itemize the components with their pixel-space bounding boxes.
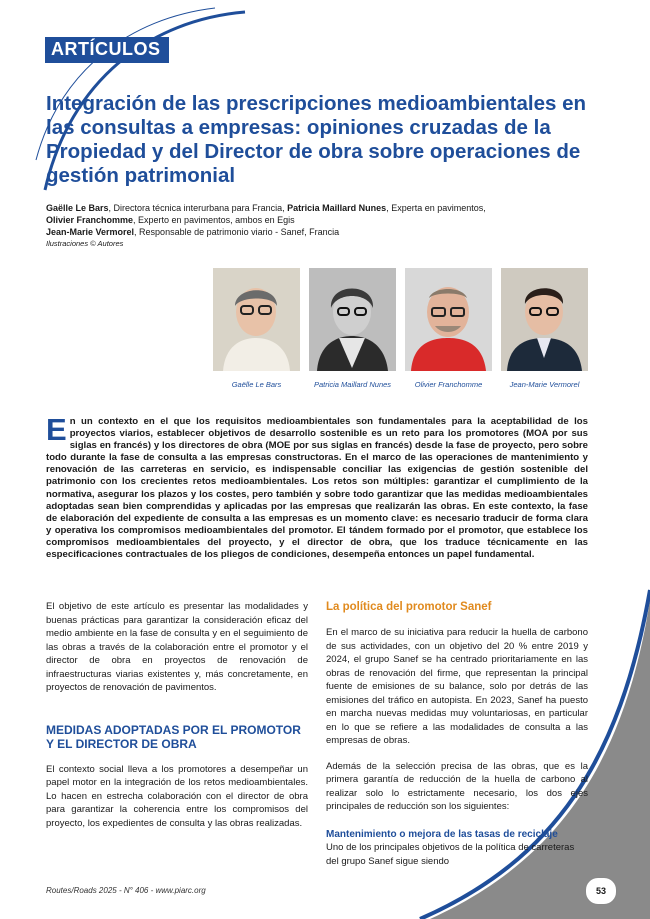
subheading: Mantenimiento o mejora de las tasas de reciclaje [326, 828, 558, 840]
author-photo [309, 268, 396, 389]
author-role: , Directora técnica interurbana para Francia, [108, 203, 288, 213]
illustration-credit: Ilustraciones © Autores [46, 239, 124, 248]
body-paragraph: Uno de los principales objetivos de la política de carreteras del grupo Sanef sigue siendo [326, 842, 575, 867]
section-tag: ARTÍCULOS [45, 37, 169, 63]
photo-caption: Jean-Marie Vermorel [509, 380, 580, 389]
body-paragraph: Además de la selección precisa de las obras, que es la primera garantía de reducción de la huella de carbono al realizar solo lo estrictamente necesario, los dos ejes principales de reducción son los siguientes: [326, 760, 588, 812]
author-role: , Experto en pavimentos, ambos en Egis [133, 215, 295, 225]
author-photo [501, 268, 588, 389]
left-column [46, 600, 308, 830]
author-block [46, 202, 606, 250]
article-title: Integración de las prescripciones medioambientales en las consultas a empresas: opiniones cruzadas de la Propiedad y del Director de obra sobre operaciones de gestión patrimonial [46, 92, 587, 187]
body-paragraph: El objetivo de este artículo es presentar las modalidades y buenas prácticas para garantizar la consideración eficaz del medio ambiente en la fase de consulta y en el seguimiento de las obras a través de la colaboración entre el promotor y el director de obra en proyectos de renovación de infraestructuras viarias existentes y, más concretamente, en proyectos de renovación de pavimentos. [46, 601, 308, 693]
author-photos [213, 268, 589, 388]
right-column [326, 600, 588, 868]
photo-caption: Patricia Maillard Nunes [313, 380, 392, 389]
portrait-image [213, 268, 300, 371]
portrait-image [309, 268, 396, 371]
author-photo [405, 268, 492, 389]
portrait-image [501, 268, 588, 371]
author-name: Gaëlle Le Bars [46, 203, 109, 213]
body-paragraph: El contexto social lleva a los promotores a desempeñar un papel motor en la integración de los retos medioambientales. Lo hacen en estrecha colaboración con el director de obra para garantizar la coherencia entre los compromisos del proyecto, los expedientes de consulta y las obras realizadas. [46, 763, 308, 829]
lead-paragraph [46, 412, 588, 561]
body-paragraph: En el marco de su iniciativa para reducir la huella de carbono de sus actividades, con un objetivo del 20 % entre 2019 y 2024, el grupo Sanef se ha centrado prioritariamente en las obras de renovación del firme, que representan la principal fuente de emisiones de su balance, solo por detrás de las emisiones del tráfico en autopista. En 2023, Sanef ha puesto en marcha nuevas medidas muy voluntariosas, en particular en lo que se refiere a las modalidades de consulta a las empresas de obras. [326, 627, 588, 746]
photo-caption: Olivier Franchomme [414, 380, 483, 389]
page-number: 53 [585, 877, 617, 905]
footer-citation: Routes/Roads 2025 - N° 406 - www.piarc.org [46, 886, 206, 895]
author-name: Patricia Maillard Nunes [287, 203, 387, 213]
author-role: , Responsable de patrimonio viario - Sanef, Francia [134, 227, 340, 237]
author-photo [213, 268, 300, 389]
section-heading: MEDIDAS ADOPTADAS POR EL PROMOTOR Y EL DIRECTOR DE OBRA [46, 722, 301, 751]
author-name: Jean-Marie Vermorel [46, 227, 135, 237]
photo-caption: Gaëlle Le Bars [231, 380, 282, 389]
drop-cap: E [46, 412, 67, 447]
lead-text: n un contexto en el que los requisitos medioambientales son fundamentales para la aceptabilidad de los proyectos viarios, establecer objetivos de desarrollo sostenible es un reto para los promotores (MOA por sus siglas en francés) y los directores de obra (MOE por sus siglas en francés) desde la fase de proyecto, pero sobre todo durante la fase de consulta a las empresas constructoras. En el marco de las operaciones de mantenimiento y renovación de las carreteras en servicio, es indispensable conciliar las exigencias de gestión sostenible del patrimonio con los crecientes retos medioambientales. Los retos son múltiples: garantizar el cumplimiento de la normativa, asegurar los plazos y los costes, pero también y sobre todo garantizar que las medidas medioambientales adoptadas sean bien comprendidas y aplicadas por las empresas que realizarán las obras. En este contexto, la fase de elaboración del expediente de consulta a las empresas es un momento clave: es necesario traducir de forma clara y operativa los compromisos medioambientales del promotor. El tándem formado por el promotor, que establece los compromisos medioambientales del proyecto, y el director de obra, que los traduce técnicamente en las especificaciones contractuales de los pliegos de condiciones, desempeña entonces un papel fundamental. [46, 416, 588, 561]
author-role: , Experta en pavimentos, [386, 203, 486, 213]
portrait-image [405, 268, 492, 371]
author-name: Olivier Franchomme [46, 215, 134, 225]
subsection-heading: La política del promotor Sanef [326, 601, 492, 613]
